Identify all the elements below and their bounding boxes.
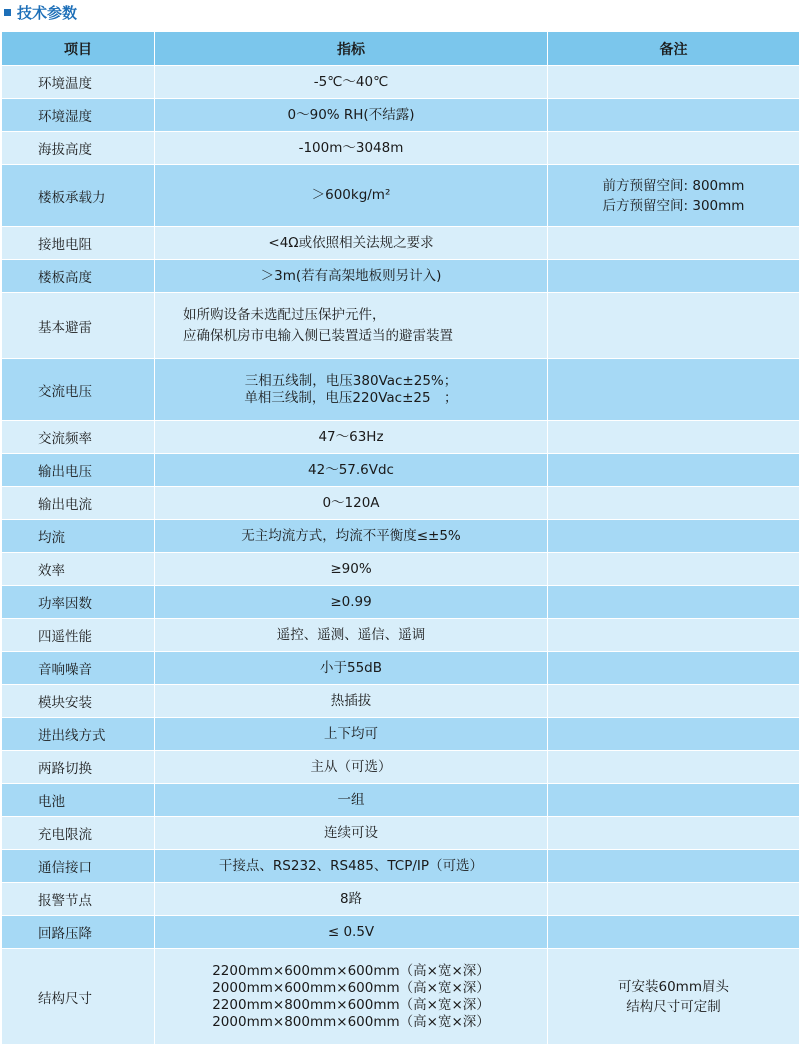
note-cell [548, 99, 800, 132]
spec-line: -100m～3048m [298, 139, 404, 156]
spec-line: 0～90% RH(不结露) [287, 106, 415, 123]
spec-line: 三相五线制，电压380Vac±25%； [244, 372, 458, 389]
spec-cell [155, 293, 548, 359]
spec-line: ＞600kg/m² [311, 187, 391, 203]
item-cell: 两路切换 [2, 751, 155, 784]
note-line: 前方预留空间: 800mm [602, 177, 745, 194]
note-cell [548, 454, 800, 487]
spec-cell [155, 227, 548, 260]
table-row [2, 260, 800, 293]
table-row [2, 165, 800, 227]
note-cell [548, 260, 800, 293]
spec-cell [155, 751, 548, 784]
item-cell: 海拔高度 [2, 132, 155, 165]
spec-line: 2200mm×800mm×600mm（高×宽×深） [212, 996, 490, 1013]
table-row [2, 916, 800, 949]
table-header-row [2, 32, 800, 66]
item-cell: 环境湿度 [2, 99, 155, 132]
spec-line: 应确保机房市电输入侧已装置适当的避雷装置 [183, 327, 453, 344]
spec-line: 47～63Hz [318, 428, 384, 445]
item-cell: 环境温度 [2, 66, 155, 99]
spec-table [1, 31, 800, 1045]
note-cell [548, 817, 800, 850]
spec-cell [155, 132, 548, 165]
table-row [2, 586, 800, 619]
spec-line: <4Ω或依照相关法规之要求 [268, 234, 434, 251]
note-cell [548, 359, 800, 421]
table-row [2, 454, 800, 487]
table-row [2, 685, 800, 718]
spec-cell [155, 165, 548, 227]
item-cell: 报警节点 [2, 883, 155, 916]
table-row [2, 883, 800, 916]
item-cell: 楼板承载力 [2, 165, 155, 227]
item-cell: 充电限流 [2, 817, 155, 850]
spec-cell [155, 421, 548, 454]
note-cell [548, 227, 800, 260]
item-cell: 音响噪音 [2, 652, 155, 685]
spec-cell [155, 260, 548, 293]
header-item: 项目 [2, 32, 155, 66]
item-cell: 四遥性能 [2, 619, 155, 652]
spec-cell [155, 850, 548, 883]
spec-cell [155, 718, 548, 751]
table-row [2, 553, 800, 586]
spec-cell [155, 553, 548, 586]
item-cell: 结构尺寸 [2, 949, 155, 1045]
item-cell: 均流 [2, 520, 155, 553]
spec-line: 连续可设 [324, 824, 378, 841]
table-row [2, 99, 800, 132]
spec-line: ＞3m(若有高架地板则另计入) [260, 267, 442, 284]
note-line: 可安装60mm眉头 [618, 978, 729, 995]
spec-cell [155, 685, 548, 718]
table-row [2, 293, 800, 359]
item-cell: 输出电流 [2, 487, 155, 520]
table-row [2, 359, 800, 421]
spec-line: -5℃～40℃ [313, 73, 389, 90]
spec-cell [155, 99, 548, 132]
note-cell [548, 66, 800, 99]
item-cell: 通信接口 [2, 850, 155, 883]
section-title: 技术参数 [17, 3, 78, 22]
spec-cell [155, 586, 548, 619]
spec-cell [155, 66, 548, 99]
section-heading [4, 0, 77, 24]
item-cell: 进出线方式 [2, 718, 155, 751]
table-row [2, 132, 800, 165]
table-row [2, 66, 800, 99]
item-cell: 效率 [2, 553, 155, 586]
table-row [2, 949, 800, 1045]
note-cell [548, 685, 800, 718]
note-cell [548, 421, 800, 454]
note-cell [548, 165, 800, 227]
spec-line: 热插拔 [330, 692, 372, 709]
note-line: 后方预留空间: 300mm [602, 197, 745, 214]
item-cell: 楼板高度 [2, 260, 155, 293]
item-cell: 接地电阻 [2, 227, 155, 260]
square-bullet-icon [4, 9, 11, 16]
spec-line: 单相三线制，电压220Vac±25 ； [244, 389, 458, 406]
table-row [2, 751, 800, 784]
spec-line: 小于55dB [319, 659, 382, 676]
spec-line: 2200mm×600mm×600mm（高×宽×深） [212, 962, 490, 979]
spec-line: ≤ 0.5V [327, 923, 375, 940]
spec-cell [155, 916, 548, 949]
spec-line: 2000mm×600mm×600mm（高×宽×深） [212, 979, 490, 996]
note-cell [548, 718, 800, 751]
spec-cell [155, 487, 548, 520]
note-cell [548, 784, 800, 817]
spec-cell [155, 454, 548, 487]
note-cell [548, 850, 800, 883]
table-row [2, 652, 800, 685]
table-row [2, 850, 800, 883]
table-row [2, 421, 800, 454]
note-cell [548, 520, 800, 553]
spec-cell [155, 817, 548, 850]
spec-line: ≥90% [330, 560, 372, 577]
note-cell [548, 949, 800, 1045]
spec-line: 上下均可 [324, 725, 378, 742]
spec-cell [155, 784, 548, 817]
table-row [2, 487, 800, 520]
note-cell [548, 619, 800, 652]
spec-cell [155, 949, 548, 1045]
spec-cell [155, 883, 548, 916]
spec-cell [155, 359, 548, 421]
note-cell [548, 586, 800, 619]
spec-line: 无主均流方式，均流不平衡度≤±5% [241, 527, 461, 544]
table-row [2, 619, 800, 652]
note-cell [548, 487, 800, 520]
item-cell: 回路压降 [2, 916, 155, 949]
item-cell: 输出电压 [2, 454, 155, 487]
table-row [2, 227, 800, 260]
spec-line: 2000mm×800mm×600mm（高×宽×深） [212, 1013, 490, 1030]
spec-cell [155, 652, 548, 685]
item-cell: 交流频率 [2, 421, 155, 454]
note-cell [548, 751, 800, 784]
spec-line: 干接点、RS232、RS485、TCP/IP（可选） [218, 857, 484, 874]
spec-cell [155, 520, 548, 553]
item-cell: 基本避雷 [2, 293, 155, 359]
note-cell [548, 553, 800, 586]
note-cell [548, 652, 800, 685]
spec-line: 主从（可选） [310, 758, 392, 775]
item-cell: 电池 [2, 784, 155, 817]
spec-line: 8路 [339, 890, 363, 907]
spec-line: 如所购设备未选配过压保护元件， [183, 306, 386, 323]
header-spec: 指标 [155, 32, 548, 66]
note-cell [548, 916, 800, 949]
item-cell: 模块安装 [2, 685, 155, 718]
table-row [2, 520, 800, 553]
note-line: 结构尺寸可定制 [626, 998, 721, 1015]
spec-line: 遥控、遥测、遥信、遥调 [276, 626, 426, 643]
table-row [2, 817, 800, 850]
item-cell: 功率因数 [2, 586, 155, 619]
header-note: 备注 [548, 32, 800, 66]
spec-line: 42～57.6Vdc [308, 461, 394, 478]
note-cell [548, 132, 800, 165]
spec-line: ≥0.99 [330, 593, 372, 610]
spec-line: 一组 [337, 791, 365, 808]
note-cell [548, 883, 800, 916]
item-cell: 交流电压 [2, 359, 155, 421]
table-body [2, 66, 800, 1045]
table-row [2, 784, 800, 817]
table-row [2, 718, 800, 751]
spec-cell [155, 619, 548, 652]
spec-line: 0～120A [322, 494, 380, 511]
note-cell [548, 293, 800, 359]
